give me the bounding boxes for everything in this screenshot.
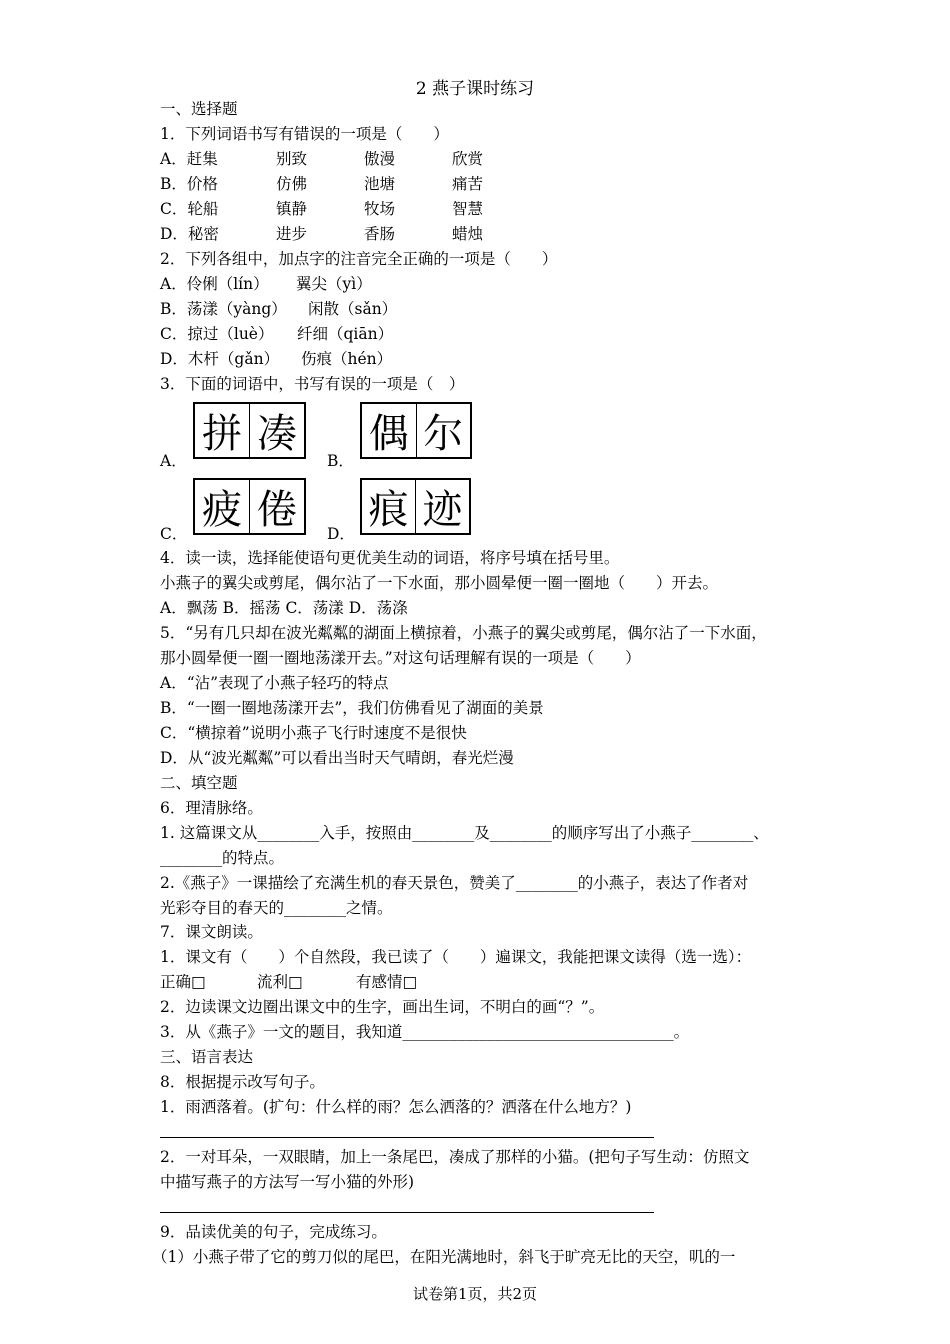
page-footer: 试卷第1页，共2页: [412, 1285, 538, 1303]
q6-line1: 1. 这篇课文从________入手，按照由________及________的顺序写出了小燕子________、: [160, 824, 769, 842]
q6-line3: 2.《燕子》一课描绘了充满生机的春天景色，赞美了________的小燕子，表达了作者对: [160, 874, 749, 892]
q8-line1: 1．雨洒落着。(扩句：什么样的雨？怎么洒落的？洒落在什么地方？): [160, 1098, 632, 1116]
q5-option-a: A．“沾”表现了小燕子轻巧的特点: [160, 674, 389, 692]
q1-option-a-word4: 欣赏: [452, 150, 484, 168]
q1-option-d-word2: 进步: [276, 225, 308, 243]
q3-option-b-char1: 偶: [368, 411, 409, 457]
q2-option-d-word2: 伤痕（hén）: [301, 350, 393, 368]
page-title: 2 燕子课时练习: [415, 79, 535, 99]
q5-stem-line1: 5．“另有几只却在波光粼粼的湖面上横掠着，小燕子的翼尖或剪尾，偶尔沾了一下水面，: [160, 624, 767, 642]
q8-answer-line-1: [160, 1137, 654, 1138]
q2-option-a-word2: 翼尖（yì）: [296, 275, 372, 293]
q1-option-b: B．价格: [160, 175, 218, 193]
q7-line3: 3．从《燕子》一文的题目，我知道___________________________________。: [160, 1023, 690, 1041]
q1-option-d: D．秘密: [160, 225, 219, 243]
q9-stem: 9．品读优美的句子，完成练习。: [160, 1223, 387, 1241]
q5-stem-line2: 那小圆晕便一圈一圈地荡漾开去。”对这句话理解有误的一项是（ ）: [160, 649, 641, 667]
q8-line2: 2．一对耳朵，一双眼睛，加上一条尾巴，凑成了那样的小猫。(把句子写生动：仿照文: [160, 1148, 750, 1166]
q3-option-b-tianzige: [360, 402, 472, 459]
q1-option-a-word2: 别致: [276, 150, 308, 168]
q2-option-a: A．伶俐（lín）: [160, 275, 269, 293]
q3-option-b-label: B．: [327, 452, 354, 470]
q3-option-a-char1: 拼: [202, 411, 242, 457]
q2-option-b: B．荡漾（yàng）: [160, 300, 287, 318]
q5-option-d: D．从“波光粼粼”可以看出当时天气晴朗，春光烂漫: [160, 749, 514, 767]
q6-line4: 光彩夺目的春天的________之情。: [160, 899, 393, 917]
q1-option-c-word3: 牧场: [364, 200, 396, 218]
q3-option-d-char1: 痕: [368, 487, 409, 533]
q3-option-d-char2: 迹: [415, 480, 469, 533]
q3-option-d-tianzige: [360, 478, 471, 535]
q3-option-c-char2: 倦: [249, 480, 304, 533]
q8-stem: 8．根据提示改写句子。: [160, 1073, 325, 1091]
q1-option-a: A．赶集: [160, 150, 218, 168]
q2-option-c: C．掠过（luè）: [160, 325, 274, 343]
q1-option-c: C．轮船: [160, 200, 219, 218]
q5-option-b: B．“一圈一圈地荡漾开去”，我们仿佛看见了湖面的美景: [160, 699, 544, 717]
q3-option-a-label: A．: [160, 452, 187, 470]
q3-option-c-label: C．: [160, 525, 188, 543]
q7-choice-emotional: 有感情□: [356, 973, 418, 991]
q3-option-b-char2: 尔: [416, 404, 471, 457]
q3-option-a-char2: 凑: [249, 404, 304, 457]
q7-choice-correct: 正确□: [160, 973, 206, 991]
q2-option-c-word2: 纤细（qiān）: [297, 325, 394, 343]
q3-option-d-label: D．: [327, 525, 355, 543]
q2-stem: 2．下列各组中，加点字的注音完全正确的一项是（ ）: [160, 250, 558, 268]
q7-stem: 7．课文朗读。: [160, 923, 263, 941]
q7-line1: 1．课文有（ ）个自然段，我已读了（ ）遍课文，我能把课文读得（选一选）：: [160, 948, 752, 966]
q7-choice-fluent: 流利□: [257, 973, 303, 991]
q8-answer-line-2: [160, 1212, 654, 1213]
q1-option-d-word4: 蜡烛: [452, 225, 484, 243]
q3-stem: 3．下面的词语中，书写有误的一项是（ ）: [160, 375, 465, 393]
q1-option-b-word3: 池塘: [364, 175, 396, 193]
q1-option-c-word4: 智慧: [452, 200, 484, 218]
q4-sentence: 小燕子的翼尖或剪尾，偶尔沾了一下水面，那小圆晕便一圈一圈地（ ）开去。: [160, 574, 719, 592]
q2-option-d: D．木杆（gǎn）: [160, 350, 280, 368]
q1-option-c-word2: 镇静: [276, 200, 308, 218]
section-heading-fill: 二、填空题: [160, 774, 238, 792]
q4-options: A．飘荡 B．摇荡 C．荡漾 D．荡涤: [160, 599, 408, 617]
section-heading-choice: 一、选择题: [160, 100, 238, 118]
q7-line2: 2．边读课文边圈出课文中的生字，画出生词，不明白的画“？”。: [160, 998, 605, 1016]
q9-line1: （1）小燕子带了它的剪刀似的尾巴，在阳光满地时，斜飞于旷亮无比的天空，叽的一: [152, 1248, 736, 1266]
q4-stem: 4．读一读，选择能使语句更优美生动的词语，将序号填在括号里。: [160, 549, 620, 567]
q1-option-b-word4: 痛苦: [452, 175, 484, 193]
q8-line3: 中描写燕子的方法写一写小猫的外形): [160, 1173, 415, 1191]
q2-option-b-word2: 闲散（sǎn）: [308, 300, 398, 318]
q1-option-d-word3: 香肠: [364, 225, 396, 243]
q5-option-c: C．“横掠着”说明小燕子飞行时速度不是很快: [160, 724, 467, 742]
q3-option-c-char1: 疲: [202, 487, 242, 533]
q1-option-b-word2: 仿佛: [276, 175, 308, 193]
q1-option-a-word3: 傲漫: [364, 150, 396, 168]
q3-option-a-tianzige: [193, 402, 306, 459]
q3-option-c-tianzige: [193, 478, 306, 535]
q1-stem: 1．下列词语书写有错误的一项是（ ）: [160, 125, 449, 143]
section-heading-expression: 三、语言表达: [160, 1048, 254, 1066]
q6-line2: ________的特点。: [160, 849, 285, 867]
q6-stem: 6．理清脉络。: [160, 799, 263, 817]
